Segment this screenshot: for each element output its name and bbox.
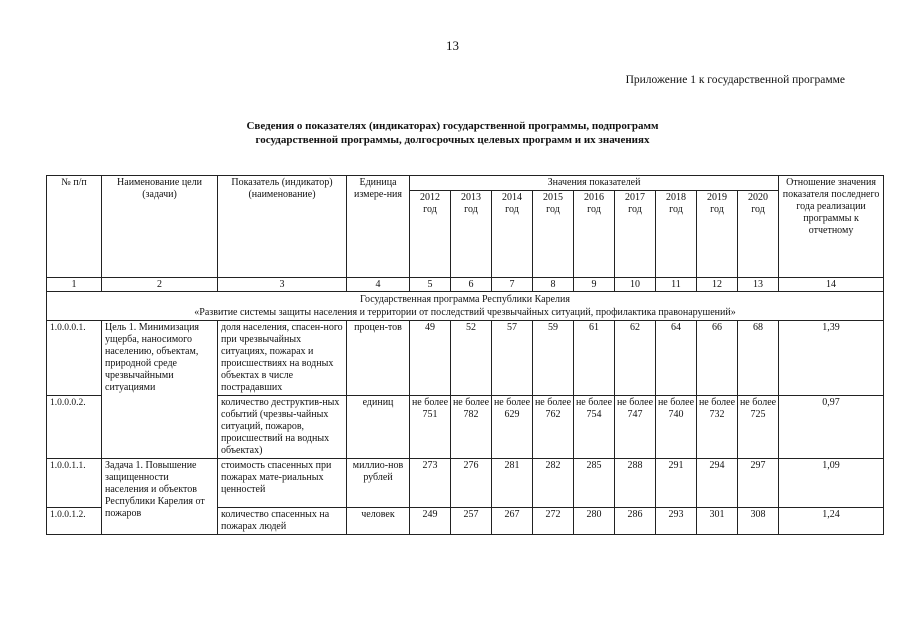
document-title [0,119,905,147]
value-cell: 61 [574,321,615,396]
column-number: 8 [533,278,574,292]
value-cell: не более 747 [615,396,656,459]
value-cell: 68 [738,321,779,396]
ratio-cell: 1,09 [779,459,884,508]
value-cell: 49 [410,321,451,396]
header-goal: Наименование цели (задачи) [102,176,218,278]
column-number: 12 [697,278,738,292]
value-cell: 249 [410,508,451,535]
header-year: 2020 год [738,191,779,278]
value-cell: не более 754 [574,396,615,459]
value-cell: 294 [697,459,738,508]
row-number: 1.0.0.1.1. [47,459,102,508]
program-row [47,292,884,321]
header-year: 2015 год [533,191,574,278]
table-row [47,321,884,396]
header-unit: Единица измере-ния [347,176,410,278]
column-number: 1 [47,278,102,292]
appendix-note: Приложение 1 к государственной программе [625,74,845,86]
header-values: Значения показателей [410,176,779,191]
value-cell: 293 [656,508,697,535]
program-title: Государственная программа Республики Карелия [360,294,570,305]
title-line-1: Сведения о показателях (индикаторах) государственной программы, подпрограмм [246,120,659,132]
value-cell: не более 629 [492,396,533,459]
header-year: 2017 год [615,191,656,278]
value-cell: 272 [533,508,574,535]
ratio-cell: 1,24 [779,508,884,535]
header-year: 2013 год [451,191,492,278]
value-cell: 282 [533,459,574,508]
header-row [47,176,884,191]
header-year: 2012 год [410,191,451,278]
row-number: 1.0.0.1.2. [47,508,102,535]
value-cell: 297 [738,459,779,508]
value-cell: 64 [656,321,697,396]
column-number: 11 [656,278,697,292]
goal-cell: Цель 1. Минимизация ущерба, наносимого населению, объектам, природной среде чрезвычайными ситуациями [102,321,218,459]
value-cell: 267 [492,508,533,535]
value-cell: 285 [574,459,615,508]
unit-cell: человек [347,508,410,535]
table-row [47,459,884,508]
value-cell: 301 [697,508,738,535]
unit-cell: процен-тов [347,321,410,396]
header-num: № п/п [47,176,102,278]
column-number: 6 [451,278,492,292]
value-cell: 280 [574,508,615,535]
value-cell: 276 [451,459,492,508]
value-cell: 62 [615,321,656,396]
header-year: 2016 год [574,191,615,278]
value-cell: 52 [451,321,492,396]
header-year: 2018 год [656,191,697,278]
value-cell: не более 751 [410,396,451,459]
column-number: 5 [410,278,451,292]
program-subtitle: «Развитие системы защиты населения и территории от последствий чрезвычайных ситуаций, профилактика правонарушений» [194,307,736,318]
header-year: 2014 год [492,191,533,278]
value-cell: не более 762 [533,396,574,459]
value-cell: 291 [656,459,697,508]
value-cell: не более 732 [697,396,738,459]
page-number: 13 [446,38,459,53]
value-cell: 273 [410,459,451,508]
column-number: 2 [102,278,218,292]
header-ratio: Отношение значения показателя последнего года реализации программы к отчетному [779,176,884,278]
column-number: 14 [779,278,884,292]
value-cell: 257 [451,508,492,535]
program-heading [47,292,884,321]
value-cell: 66 [697,321,738,396]
indicators-table [46,175,884,535]
value-cell: 288 [615,459,656,508]
ratio-cell: 1,39 [779,321,884,396]
column-number: 10 [615,278,656,292]
value-cell: 59 [533,321,574,396]
indicator-cell: количество спасенных на пожарах людей [218,508,347,535]
column-numbers-row [47,278,884,292]
unit-cell: миллио-нов рублей [347,459,410,508]
column-number: 13 [738,278,779,292]
column-number: 4 [347,278,410,292]
row-number: 1.0.0.0.1. [47,321,102,396]
header-year: 2019 год [697,191,738,278]
column-number: 9 [574,278,615,292]
value-cell: 308 [738,508,779,535]
header-indicator: Показатель (индикатор) (наименование) [218,176,347,278]
row-number: 1.0.0.0.2. [47,396,102,459]
value-cell: не более 725 [738,396,779,459]
value-cell: 286 [615,508,656,535]
value-cell: не более 782 [451,396,492,459]
indicator-cell: доля населения, спасен-ного при чрезвычайных ситуациях, пожарах и происшествиях на водных объектах в числе пострадавших [218,321,347,396]
value-cell: 57 [492,321,533,396]
task-cell: Задача 1. Повышение защищенности населения и объектов Республики Карелия от пожаров [102,459,218,535]
value-cell: 281 [492,459,533,508]
unit-cell: единиц [347,396,410,459]
ratio-cell: 0,97 [779,396,884,459]
indicator-cell: стоимость спасенных при пожарах мате-риальных ценностей [218,459,347,508]
column-number: 7 [492,278,533,292]
column-number: 3 [218,278,347,292]
title-line-2: государственной программы, долгосрочных целевых программ и их значениях [255,134,650,146]
indicator-cell: количество деструктив-ных событий (чрезвы-чайных ситуаций, пожаров, происшествий на водных объектах) [218,396,347,459]
value-cell: не более 740 [656,396,697,459]
